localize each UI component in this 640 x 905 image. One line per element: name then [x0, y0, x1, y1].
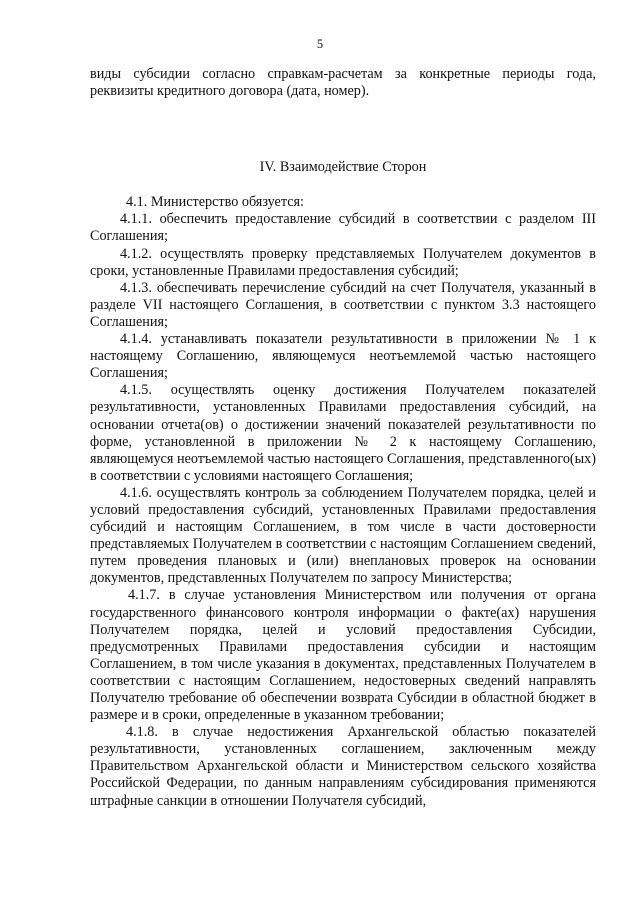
intro-paragraph: виды субсидии согласно справкам-расчетам за конкретные периоды года, реквизиты кредитного договора (дата, номер). [90, 66, 596, 100]
paragraph-4-1-2: 4.1.2. осуществлять проверку представляемых Получателем документов в сроки, установленные Правилами предоставления субсидий; [90, 245, 596, 279]
paragraph-4-1-7: 4.1.7. в случае установления Министерством или получения от органа государственного финансового контроля информации о факте(ах) нарушения Получателем порядка, целей и условий предоставления Субсидии, предусмотренных Правилами предоставления субсидии и настоящим Соглашением, в том числе указания в документах, представленных Получателем в соответствии с настоящим Соглашением, недостоверных сведений направлять Получателю требование об обеспечении возврата Субсидии в областной бюджет в размере и в сроки, определенные в указанном требовании; [90, 587, 596, 724]
paragraph-4-1-4: 4.1.4. устанавливать показатели результативности в приложении № 1 к настоящему Соглашению, являющемуся неотъемлемой частью настоящего Соглашения; [90, 331, 596, 382]
page-number: 5 [316, 37, 324, 51]
paragraph-4-1: 4.1. Министерство обязуется: [126, 194, 304, 211]
paragraph-4-1-8: 4.1.8. в случае недостижения Архангельской областью показателей результативности, установленных соглашением, заключенным между Правительством Архангельской области и Министерством сельского хозяйства Российской Федерации, по данным направлениям субсидирования применяются штрафные санкции в отношении Получателя субсидий, [90, 724, 596, 809]
paragraph-4-1-3: 4.1.3. обеспечивать перечисление субсидий на счет Получателя, указанный в разделе VII настоящего Соглашения, в соответствии с пунктом 3.3 настоящего Соглашения; [90, 279, 596, 330]
document-body [90, 66, 596, 810]
paragraph-4-1-1: 4.1.1. обеспечить предоставление субсидий в соответствии с разделом III Соглашения; [90, 211, 596, 245]
paragraph-4-1-5: 4.1.5. осуществлять оценку достижения Получателем показателей результативности, установленных Правилами предоставления субсидий, на основании отчета(ов) о достижении значений показателей результативности по форме, установленной в приложении № 2 к настоящему Соглашению, являющемуся неотъемлемой частью настоящего Соглашения, представленного(ых) в соответствии с условиями настоящего Соглашения; [90, 382, 596, 484]
section-title: IV. Взаимодействие Сторон [259, 159, 427, 176]
paragraph-4-1-6: 4.1.6. осуществлять контроль за соблюдением Получателем порядка, целей и условий предоставления субсидий, установленных Правилами предоставления субсидий и настоящим Соглашением, в том числе в части достоверности представляемых Получателем в соответствии с настоящим Соглашением сведений, путем проведения плановых и (или) внеплановых проверок на основании документов, представленных Получателем по запросу Министерства; [90, 484, 596, 587]
